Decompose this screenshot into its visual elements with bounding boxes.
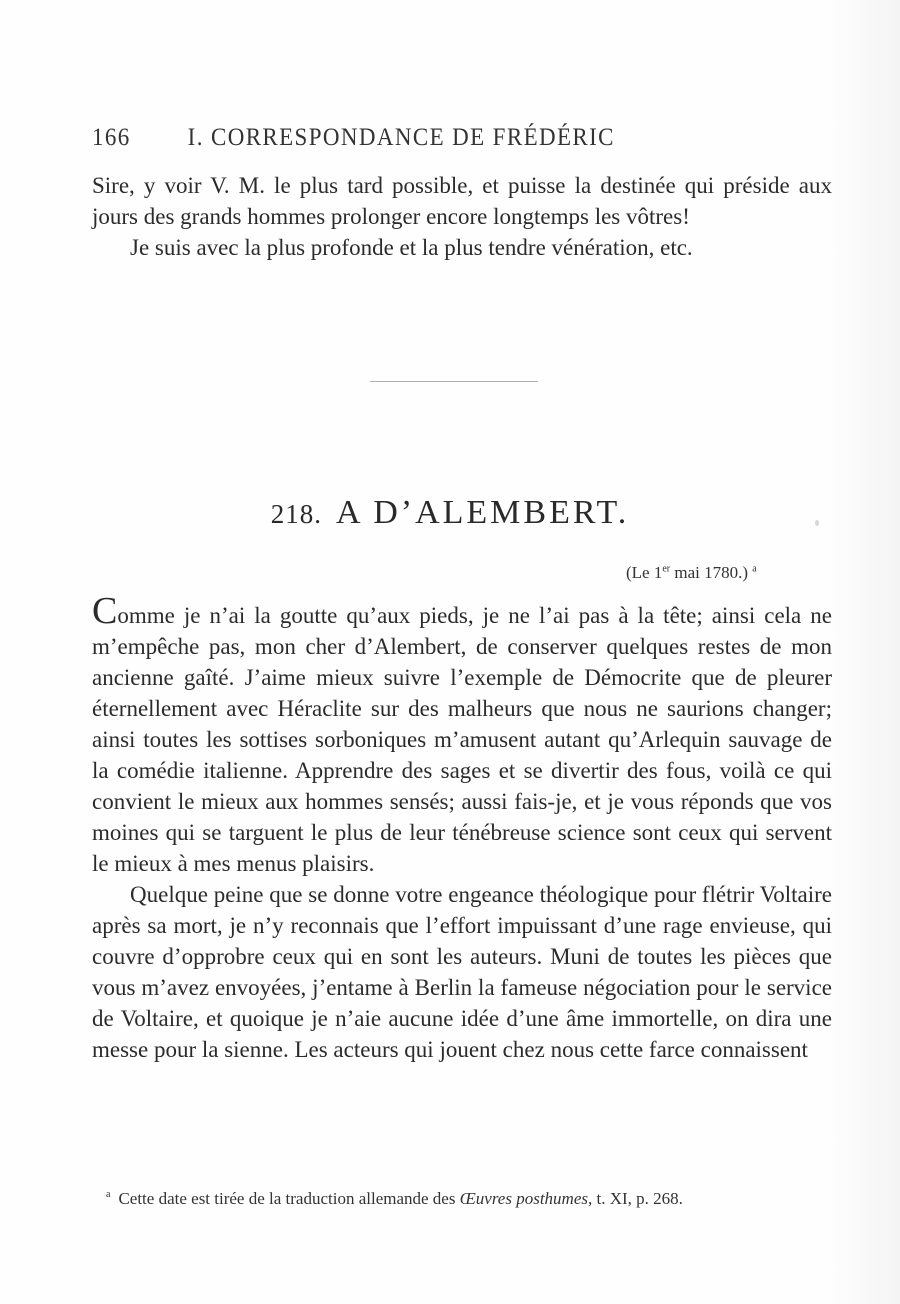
letter-body [92, 590, 832, 1065]
section-divider [370, 381, 538, 382]
paragraph: Sire, y voir V. M. le plus tard possible, et puisse la destinée qui préside aux jours des grands hommes prolonger encore longtemps les vôtres! [92, 173, 832, 229]
footnote-marker: a [106, 1189, 111, 1201]
letter-date: (Le 1er mai 1780.) $^a$ [626, 563, 757, 582]
letter-heading [0, 494, 900, 532]
running-head-title: I. CORRESPONDANCE DE FRÉDÉRIC [187, 124, 615, 151]
footnote-reference[interactable]: a [752, 563, 757, 575]
paragraph: Comme je n’ai la goutte qu’aux pieds, je ne l’ai pas à la tête; ainsi cela ne m’empêche pas, mon cher d’Alembert, de conserver quelques restes de mon ancienne gaîté. J’aime mieux suivre l’exemple de Démocrite que de pleurer éternellement avec Héraclite sur des malheurs que nous ne saurions changer; ainsi toutes les sottises sorboniques m’amusent autant qu’Arlequin sauvage de la comédie italienne. Apprendre des sages et se divertir des fous, voilà ce qui convient le mieux aux hommes sensés; aussi fais-je, et je vous réponds que vos moines qui se targuent le plus de leur ténébreuse science sont ceux qui servent le mieux à mes menus plaisirs. [92, 590, 832, 876]
initial-letter: C [92, 590, 118, 632]
previous-letter-ending [92, 170, 832, 263]
letter-number: 218. [270, 499, 323, 529]
footnote: $^a$ Cette date est tirée de la traduction allemande des Œuvres posthumes, t. XI, p. 268. [106, 1189, 683, 1208]
running-head [92, 124, 773, 152]
paragraph: Quelque peine que se donne votre engeance théologique pour flétrir Voltaire après sa mort, je n’y reconnais que l’effort impuissant d’une rage envieuse, qui couvre d’opprobre ceux qui en sont les auteurs. Muni de toutes les pièces que vous m’avez envoyées, j’entame à Berlin la fameuse négociation pour le service de Voltaire, et quoique je n’aie aucune idée d’une âme immortelle, on dira une messe pour la sienne. Les acteurs qui jouent chez nous cette farce connaissent [92, 882, 832, 1062]
closing-formula: Je suis avec la plus profonde et la plus tendre vénération, etc. [130, 235, 693, 260]
work-title: Œuvres posthumes, [459, 1189, 593, 1208]
page-number: 166 [92, 124, 131, 151]
paper-speck [815, 520, 819, 526]
letter-recipient: A D’ALEMBERT. [336, 494, 630, 531]
